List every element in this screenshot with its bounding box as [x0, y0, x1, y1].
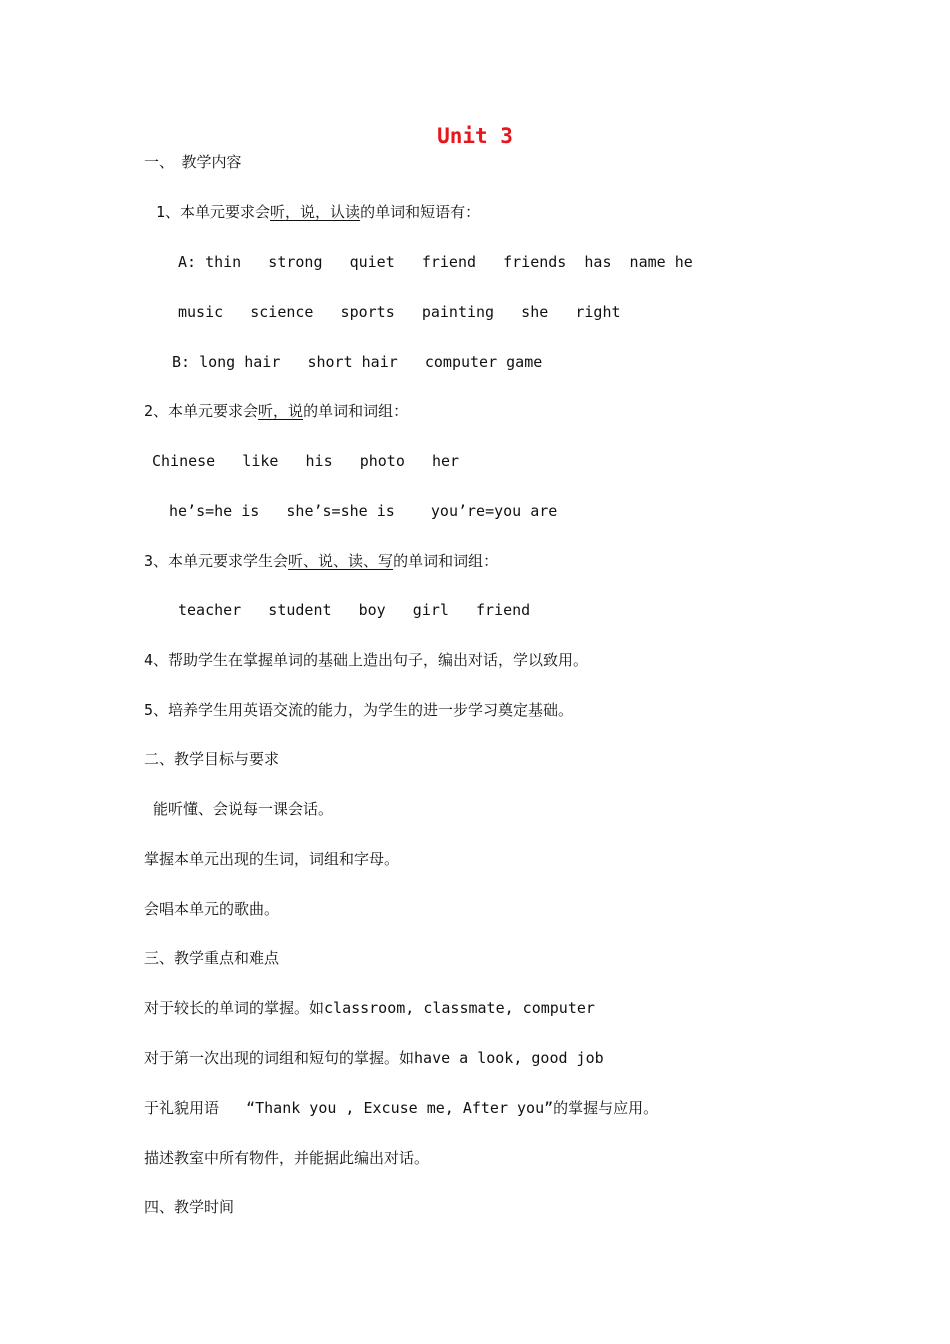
section-heading-key-points: 三、教学重点和难点 — [144, 949, 280, 967]
item-3-post: 的单词和词组： — [393, 552, 499, 570]
key-point-4: 描述教室中所有物件，并能据此编出对话。 — [144, 1149, 430, 1167]
item-1-pre: 1、本单元要求会 — [156, 203, 271, 221]
item-1-skills: 听，说，认读 — [270, 203, 361, 221]
item-3 — [144, 551, 498, 571]
section-heading-goals: 二、教学目标与要求 — [144, 750, 280, 768]
word-list-2: Chinese like his photo her — [152, 452, 460, 470]
goal-2: 掌握本单元出现的生词，词组和字母。 — [144, 850, 400, 868]
section-heading-time: 四、教学时间 — [144, 1198, 235, 1216]
item-1-post: 的单词和短语有： — [360, 203, 481, 221]
key-point-3: 于礼貌用语 “Thank you , Excuse me, After you”的掌握与应用。 — [144, 1099, 659, 1117]
item-2-post: 的单词和词组： — [303, 402, 409, 420]
item-4: 4、帮助学生在掌握单词的基础上造出句子，编出对话，学以致用。 — [144, 651, 589, 669]
item-1 — [156, 202, 480, 222]
contractions-list: he’s=he is she’s=she is you’re=you are — [169, 502, 558, 520]
item-3-pre: 3、本单元要求学生会 — [144, 552, 289, 570]
goal-3: 会唱本单元的歌曲。 — [144, 900, 280, 918]
item-5: 5、培养学生用英语交流的能力，为学生的进一步学习奠定基础。 — [144, 701, 574, 719]
word-list-a: A: thin strong quiet friend friends has name he — [178, 253, 693, 271]
word-list-a-cont: music science sports painting she right — [178, 303, 621, 321]
item-2-skills: 听，说 — [258, 402, 304, 420]
word-list-b: B: long hair short hair computer game — [172, 353, 543, 371]
item-3-skills: 听、说、读、写 — [288, 552, 394, 570]
section-heading-content: 一、 教学内容 — [144, 153, 242, 171]
goal-1: 能听懂、会说每一课会话。 — [153, 800, 334, 818]
word-list-3: teacher student boy girl friend — [178, 601, 531, 619]
page-title: Unit 3 — [437, 124, 513, 148]
item-2 — [144, 401, 408, 421]
item-2-pre: 2、本单元要求会 — [144, 402, 259, 420]
key-point-2: 对于第一次出现的词组和短句的掌握。如have a look, good job — [144, 1049, 604, 1067]
key-point-1: 对于较长的单词的掌握。如classroom, classmate, computer — [144, 999, 595, 1017]
